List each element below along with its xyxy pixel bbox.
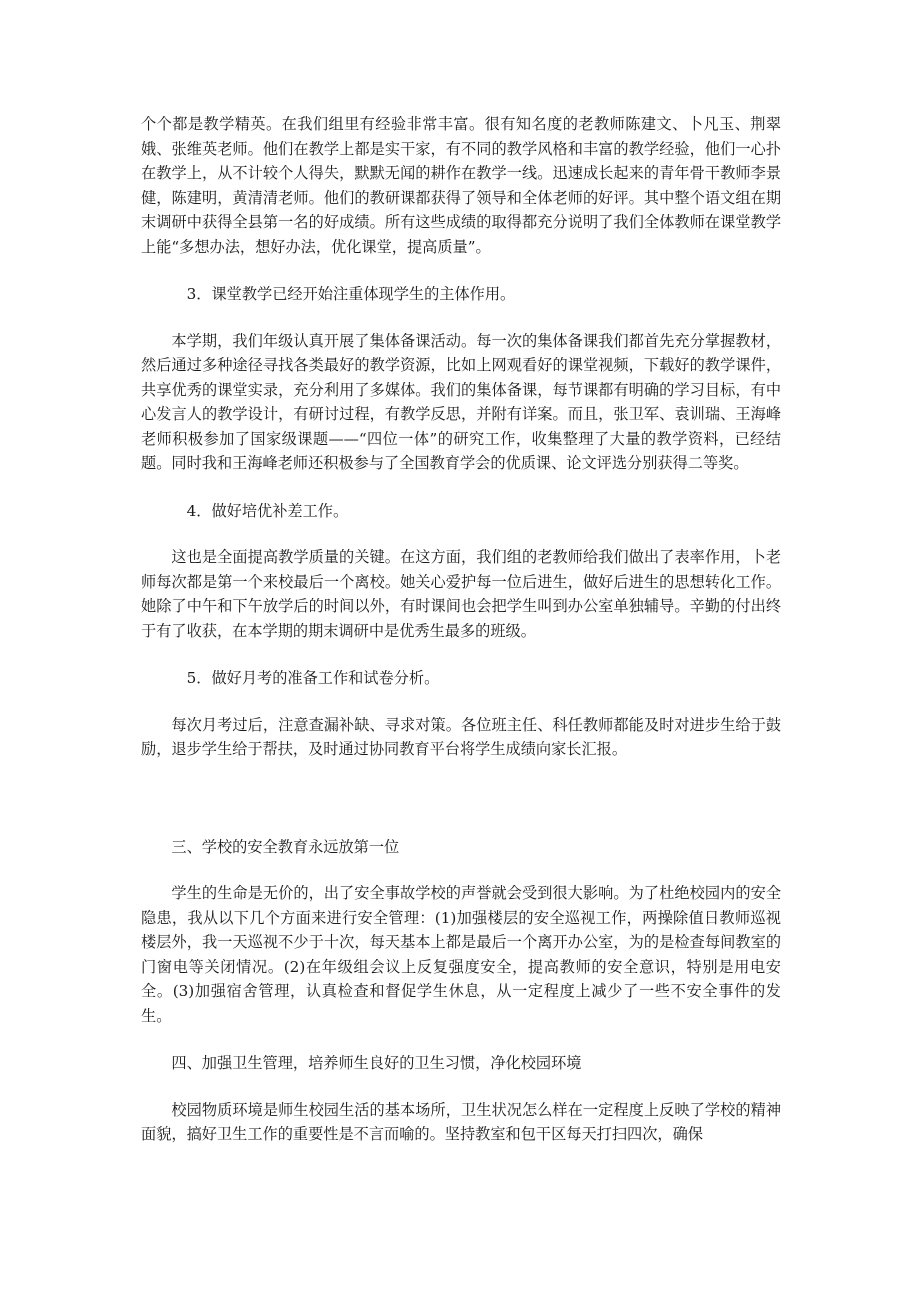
paragraph-campus-environment: 校园物质环境是师生校园生活的基本场所，卫生状况怎么样在一定程度上反映了学校的精神面貌，搞好卫生工作的重要性是不言而喻的。坚持教室和包干区每天打扫四次，确保	[141, 1100, 781, 1143]
paragraph-spacer	[141, 259, 781, 282]
section-heading-safety-education: 三、学校的安全教育永远放第一位	[171, 837, 400, 856]
document-body	[141, 112, 781, 1147]
paragraph-spacer	[141, 1076, 781, 1098]
paragraph-spacer	[141, 523, 781, 545]
paragraph-spacer	[141, 691, 781, 713]
paragraph-spacer	[141, 307, 781, 329]
heading-tutoring-work: 4．做好培优补差工作。	[186, 501, 349, 520]
paragraph-tutoring-details: 这也是全面提高教学质量的关键。在这方面，我们组的老教师给我们做出了表率作用，卜老师每次都是第一个来校最后一个离校。她关心爱护每一位后进生，做好后进生的思想转化工作。她除了中午和下午放学后的时间以外，有时课间也会把学生叫到办公室单独辅导。辛勤的付出终于有了收获，在本学期的期末调研中是优秀生最多的班级。	[141, 548, 781, 640]
heading-student-centered-teaching: 3．课堂教学已经开始注重体现学生的主体作用。	[186, 285, 516, 303]
heading-monthly-exams: 5．做好月考的准备工作和试卷分析。	[186, 669, 440, 687]
section-spacer	[141, 762, 781, 835]
paragraph-teacher-achievements: 个个都是教学精英。在我们组里有经验非常丰富。很有知名度的老教师陈建文、卜凡玉、荆翠娥、张维英老师。他们在教学上都是实干家，有不同的教学风格和丰富的教学经验，他们一心扑在教学上，从不计较个人得失，默默无闻的耕作在教学一线。迅速成长起来的青年骨干教师李景健，陈建明，黄清清老师。他们的教研课都获得了领导和全体老师的好评。其中整个语文组在期末调研中获得全县第一名的好成绩。所有这些成绩的取得都充分说明了我们全体教师在课堂教学上能“多想办法，想好办法，优化课堂，提高质量”。	[141, 115, 781, 256]
paragraph-spacer	[141, 1028, 781, 1051]
paragraph-safety-management: 学生的生命是无价的，出了安全事故学校的声誉就会受到很大影响。为了杜绝校园内的安全隐患，我从以下几个方面来进行安全管理：(1)加强楼层的安全巡视工作，两操除值日教师巡视楼层外，我一天巡视不少于十次，每天基本上都是最后一个离开办公室，为的是检查每间教室的门窗电等关闭情况。(2)在年级组会议上反复强度安全，提高教师的安全意识，特别是用电安全。(3)加强宿舍管理，认真检查和督促学生休息，从一定程度上减少了一些不安全事件的发生。	[141, 884, 781, 1025]
paragraph-spacer	[141, 476, 781, 499]
paragraph-spacer	[141, 643, 781, 666]
paragraph-collective-lesson-planning: 本学期，我们年级认真开展了集体备课活动。每一次的集体备课我们都首先充分掌握教材，然后通过多种途径寻找各类最好的教学资源，比如上网观看好的课堂视频，下载好的教学课件，共享优秀的课堂实录，充分利用了多媒体。我们的集体备课，每节课都有明确的学习目标，有中心发言人的教学设计，有研讨过程，有教学反思，并附有详案。而且，张卫军、袁训瑞、王海峰老师积极参加了国家级课题——“四位一体”的研究工作，收集整理了大量的教学资料，已经结题。同时我和王海峰老师还积极参与了全国教育学会的优质课、论文评选分别获得二等奖。	[141, 331, 781, 472]
paragraph-monthly-exams-details: 每次月考过后，注意查漏补缺、寻求对策。各位班主任、科任教师都能及时对进步生给于鼓励，退步学生给于帮扶，及时通过协同教育平台将学生成绩向家长汇报。	[141, 715, 781, 758]
paragraph-spacer	[141, 859, 781, 881]
section-heading-hygiene-management: 四、加强卫生管理，培养师生良好的卫生习惯，净化校园环境	[171, 1054, 582, 1072]
